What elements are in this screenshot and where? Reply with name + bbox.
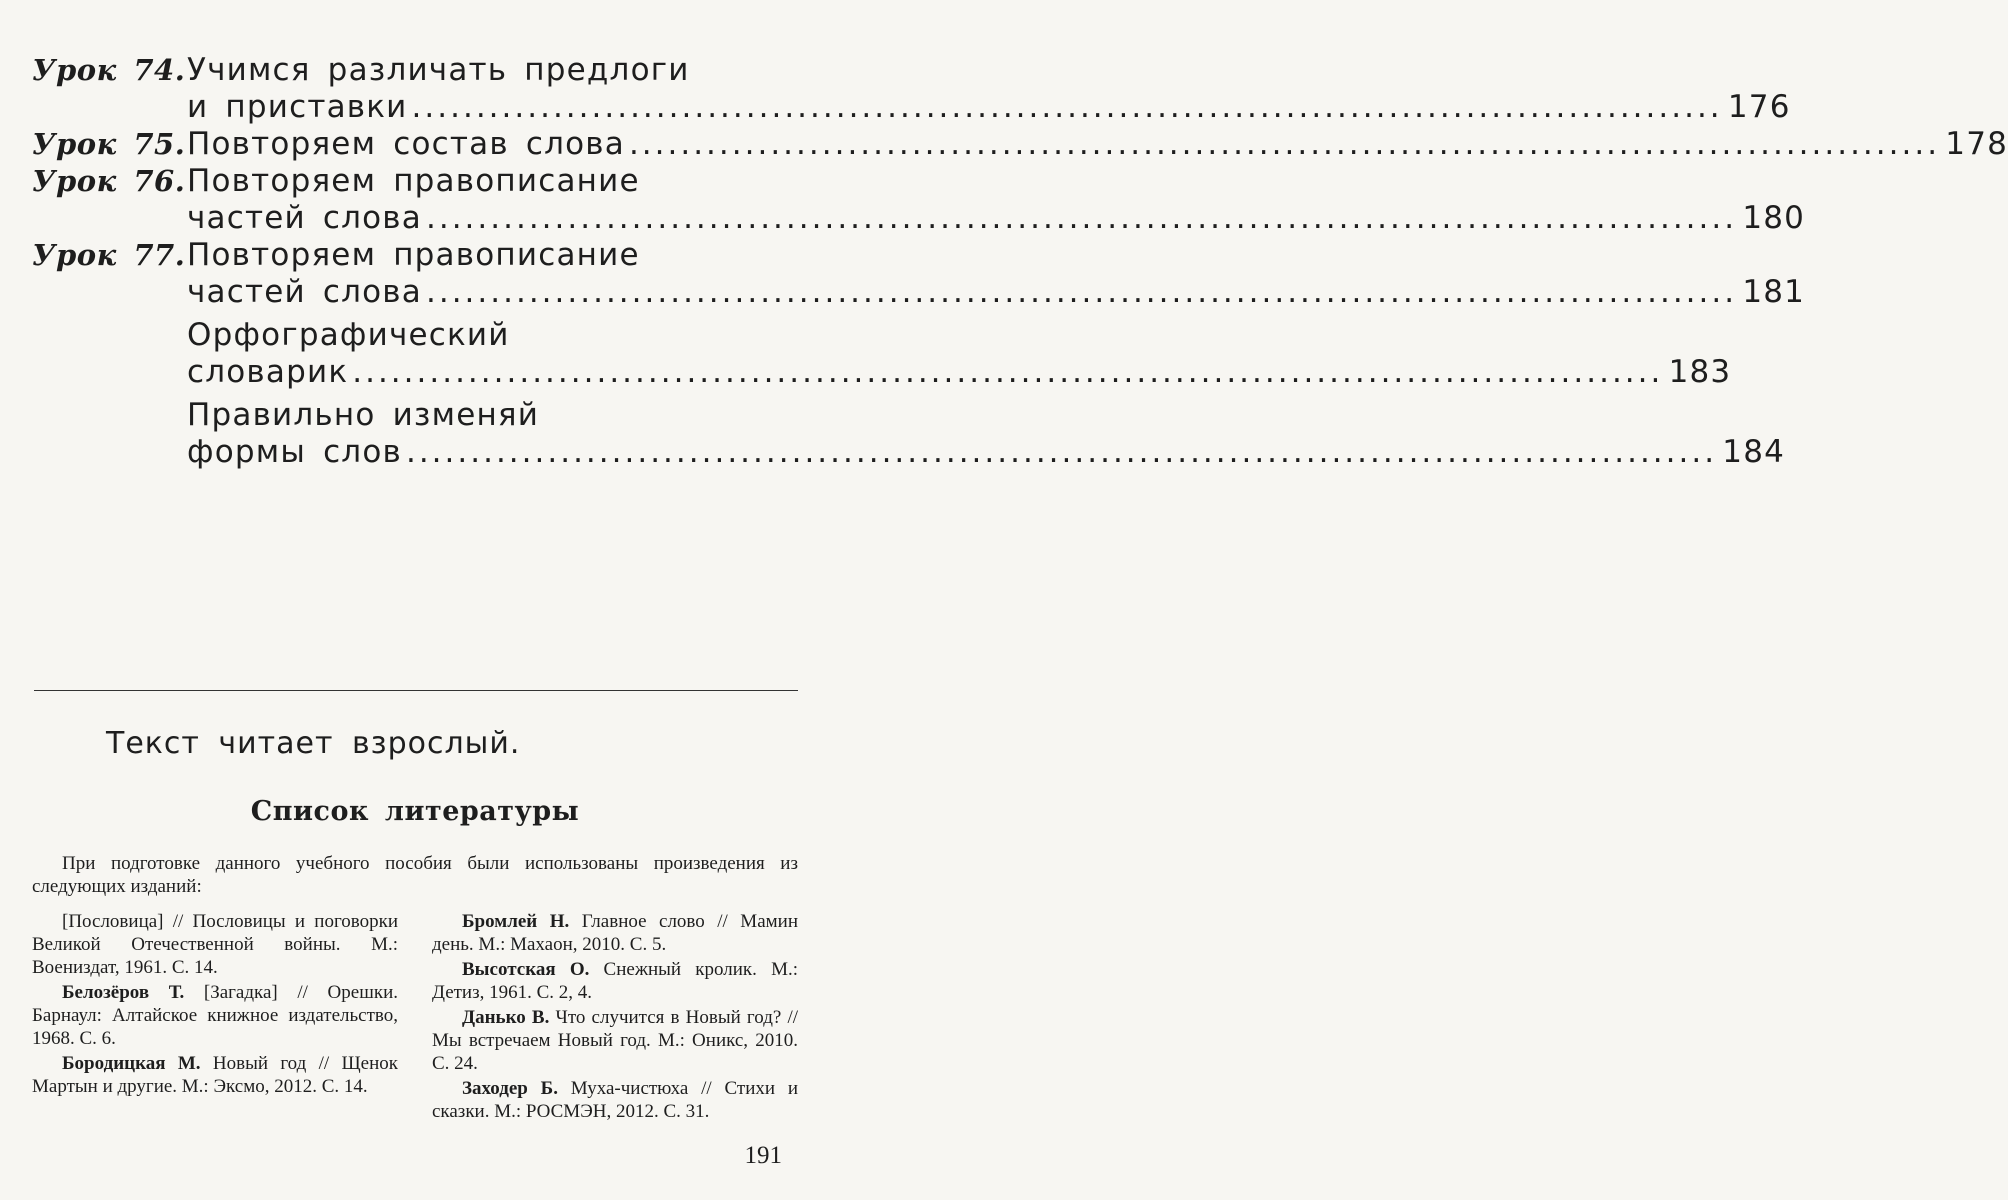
bib-text: Муха-чистюха // Стихи и сказки. М.: РОСМЭН, 2012. С. 31. — [432, 1078, 798, 1122]
toc-title-line: словарик — [187, 354, 349, 390]
bibliography-item — [432, 1006, 798, 1075]
bibliography-heading: Список литературы — [250, 796, 580, 827]
bib-text: [Пословица] // Пословицы и поговорки Великой Отечественной войны. М.: Воениздат, 1961. С. 14. — [32, 911, 398, 978]
bib-author: Бромлей Н. — [462, 911, 570, 932]
dot-leader — [629, 126, 1940, 163]
lesson-label: Урок 76. — [32, 164, 186, 198]
toc-entry-word-forms[interactable] — [32, 397, 1786, 471]
toc-entry-76[interactable] — [32, 163, 1806, 237]
toc-page-number: 180 — [1742, 200, 1806, 236]
bibliography-item — [432, 1077, 798, 1123]
toc-page-number: 178 — [1945, 126, 2008, 162]
toc-page-number: 184 — [1722, 434, 1786, 470]
bib-text: Главное слово // Мамин день. М.: Махаон, 2010. С. 5. — [432, 911, 798, 955]
toc-title-line: частей слова — [187, 200, 422, 236]
toc-title-line: Повторяем состав слова — [187, 126, 625, 162]
bibliography-item — [432, 958, 798, 1004]
bibliography-item — [32, 1052, 398, 1098]
bib-author: Бородицкая М. — [62, 1053, 201, 1074]
toc-page-number: 183 — [1668, 354, 1732, 390]
section-divider — [34, 690, 798, 691]
toc-entry-74[interactable] — [32, 52, 1791, 126]
bibliography-item — [432, 910, 798, 956]
bibliography-left-column — [32, 910, 398, 1100]
bibliography-right-column — [432, 910, 798, 1125]
dot-leader — [426, 274, 1737, 311]
toc-entry-75[interactable] — [32, 126, 2008, 163]
dot-leader — [412, 89, 1723, 126]
toc-title-line: Повторяем правописание — [187, 163, 640, 199]
toc-page-number: 181 — [1742, 274, 1806, 310]
toc-entry-dictionary[interactable] — [32, 317, 1732, 391]
bib-author: Заходер Б. — [462, 1078, 558, 1099]
toc-title-line: Орфографический — [187, 317, 510, 353]
toc-title-line: Правильно изменяй — [187, 397, 540, 433]
toc-title-line: Повторяем правописание — [187, 237, 640, 273]
lesson-label: Урок 75. — [32, 127, 186, 161]
bib-author: Данько В. — [462, 1007, 550, 1028]
page-number: 191 — [744, 1142, 782, 1169]
bib-text: Что случится в Новый год? // Мы встречаем Новый год. М.: Оникс, 2010. С. 24. — [432, 1007, 799, 1074]
dot-leader — [352, 354, 1663, 391]
toc-entry-77[interactable] — [32, 237, 1806, 311]
lesson-label: Урок 77. — [32, 238, 186, 272]
bib-text: Снежный кролик. М.: Детиз, 1961. С. 2, 4. — [432, 959, 798, 1003]
toc-title-line: Учимся различать предлоги — [187, 52, 690, 88]
lesson-label: Урок 74. — [32, 53, 186, 87]
toc-title-line: формы слов — [187, 434, 402, 470]
bib-text: [Загадка] // Орешки. Барнаул: Алтайское книжное издательство, 1968. С. 6. — [32, 982, 398, 1049]
bibliography-item — [32, 981, 398, 1050]
table-of-contents — [32, 52, 2008, 471]
lesson-label — [32, 317, 187, 391]
bibliography-item — [32, 910, 398, 979]
lesson-label — [32, 397, 187, 471]
bib-text: Новый год // Щенок Мартын и другие. М.: Эксмо, 2012. С. 14. — [32, 1053, 398, 1097]
bib-author: Высотская О. — [462, 959, 590, 980]
toc-title-line: и приставки — [187, 89, 408, 125]
toc-title-line: частей слова — [187, 274, 422, 310]
bib-author: Белозёров Т. — [62, 982, 185, 1003]
bibliography-intro: При подготовке данного учебного пособия были использованы произведения из следующих изданий: — [32, 853, 798, 897]
dot-leader — [406, 434, 1717, 471]
toc-page-number: 176 — [1727, 89, 1791, 125]
dot-leader — [426, 200, 1737, 237]
read-aloud-note: Текст читает взрослый. — [106, 726, 521, 761]
